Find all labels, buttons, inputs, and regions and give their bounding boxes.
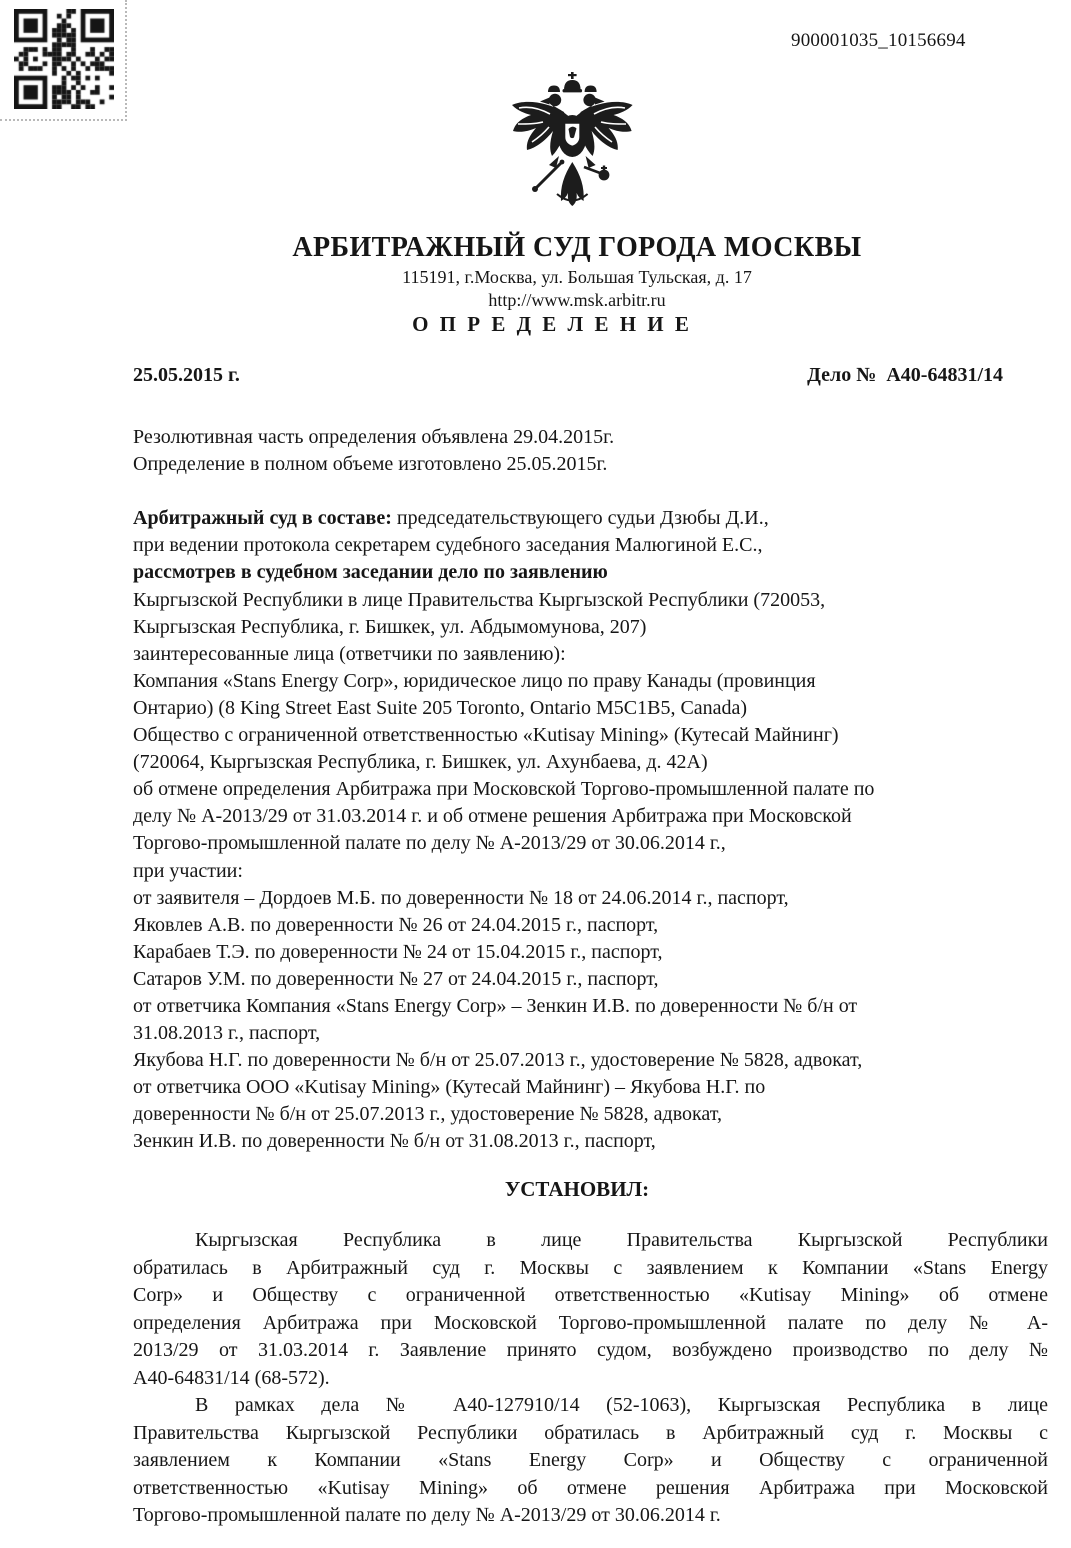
document-line	[133, 722, 1021, 749]
line-text-segment: Яковлев А.В. по доверенности № 26 от 24.04.2015 г., паспорт,	[133, 913, 659, 936]
court-name: АРБИТРАЖНЫЙ СУД ГОРОДА МОСКВЫ	[292, 232, 862, 263]
line-text-segment: Торгово-промышленной палате по делу № А-2013/29 от 30.06.2014 г.,	[133, 832, 726, 855]
date-case-row	[133, 364, 1003, 387]
document-line	[133, 641, 1021, 668]
document-line	[133, 587, 1021, 614]
line-text-segment: Компания «Stans Energy Corp», юридическое лицо по праву Канады (провинция	[133, 669, 816, 692]
document-line: А40-64831/14 (68-572).	[133, 1366, 330, 1389]
document-line: Правительства Кыргызской Республики обратилась в Арбитражный суд г. Москвы с	[133, 1421, 1048, 1444]
document-line	[133, 1074, 1021, 1101]
document-line	[133, 749, 1021, 776]
document-line	[133, 424, 1021, 451]
line-bold-segment: рассмотрев в судебном заседании дело по заявлению	[133, 561, 608, 584]
line-text-segment: (720064, Кыргызская Республика, г. Бишкек, ул. Ахунбаева, д. 42А)	[133, 751, 708, 774]
line-text-segment: при участии:	[133, 859, 243, 882]
line-text-segment: председательствующего судьи Дзюбы Д.И.,	[391, 507, 769, 530]
line-text-segment: Сатаров У.М. по доверенности № 27 от 24.04.2015 г., паспорт,	[133, 967, 659, 990]
line-text-segment: при ведении протокола секретарем судебного заседания Малюгиной Е.С.,	[133, 534, 763, 557]
line-text-segment: доверенности № б/н от 25.07.2013 г., удостоверение № 5828, адвокат,	[133, 1103, 723, 1126]
document-line	[133, 858, 1021, 885]
document-line: Corp» и Обществу с ограниченной ответственностью «Kutisay Mining» об отмене	[133, 1284, 1048, 1306]
document-line	[133, 532, 1021, 559]
document-line	[133, 451, 1021, 478]
paragraph-2	[133, 1392, 1048, 1530]
document-line	[133, 668, 1021, 695]
document-line	[133, 505, 1021, 532]
line-text-segment: Кыргызская Республика, г. Бишкек, ул. Абдымомунова, 207)	[133, 615, 647, 638]
line-text-segment: делу № А-2013/29 от 31.03.2014 г. и об отмене решения Арбитража при Московской	[133, 805, 852, 828]
document-id: 900001035_10156694	[791, 30, 966, 51]
document-line	[133, 614, 1021, 641]
document-line: В рамках дела № А40-127910/14 (52-1063), Кыргызская Республика в лице	[195, 1394, 1048, 1416]
document-line: определения Арбитража при Московской Торгово-промышленной палате по делу № А-	[133, 1311, 1048, 1334]
line-text-segment: Кыргызской Республики в лице Правительства Кыргызской Республики (720053,	[133, 588, 826, 611]
document-line	[133, 1047, 1021, 1074]
qr-code-icon	[14, 9, 114, 109]
line-text-segment: заинтересованные лица (ответчики по заявлению):	[133, 642, 566, 665]
document-line: 2013/29 от 31.03.2014 г. Заявление принято судом, возбуждено производство по делу №	[133, 1339, 1048, 1361]
line-text-segment: от заявителя – Дордоев М.Б. по доверенности № 18 от 24.06.2014 г., паспорт,	[133, 886, 789, 909]
document-line	[133, 1020, 1021, 1047]
line-bold-segment: Арбитражный суд в составе:	[133, 507, 392, 530]
document-type-title: О П Р Е Д Е Л Е Н И Е	[412, 312, 692, 336]
document-line	[133, 776, 1021, 803]
decision-date: 25.05.2015 г.	[133, 364, 240, 386]
line-text-segment: Карабаев Т.Э. по доверенности № 24 от 15.04.2015 г., паспорт,	[133, 940, 663, 963]
document-line	[133, 695, 1021, 722]
line-text-segment: 31.08.2013 г., паспорт,	[133, 1022, 321, 1045]
document-line	[133, 803, 1021, 830]
document-line: Кыргызская Республика в лице Правительства Кыргызской Республики	[195, 1229, 1048, 1251]
document-line: ответственностью «Kutisay Mining» об отмене решения Арбитража при Московской	[133, 1476, 1048, 1499]
document-line	[133, 559, 1021, 586]
established-body	[133, 1227, 1048, 1530]
qr-sticker	[0, 0, 127, 121]
document-line	[133, 993, 1021, 1020]
line-text-segment: от ответчика ООО «Kutisay Mining» (Кутесай Майнинг) – Якубова Н.Г. по	[133, 1076, 766, 1099]
preamble	[133, 424, 1021, 1156]
court-address: 115191, г.Москва, ул. Большая Тульская, д. 17	[402, 267, 752, 287]
document-line	[133, 1128, 1021, 1155]
line-text-segment: от ответчика Компания «Stans Energy Corp» – Зенкин И.В. по доверенности № б/н от	[133, 994, 858, 1017]
line-text-segment: Общество с ограниченной ответственностью «Kutisay Mining» (Кутесай Майнинг)	[133, 724, 839, 747]
document-line: обратилась в Арбитражный суд г. Москвы с заявлением к Компании «Stans Energy	[133, 1256, 1048, 1279]
russia-coat-of-arms-icon	[505, 72, 639, 214]
document-line	[133, 912, 1021, 939]
case-number: Дело № А40-64831/14	[807, 364, 1003, 386]
document-line	[133, 939, 1021, 966]
line-text-segment: Определение в полном объеме изготовлено 25.05.2015г.	[133, 453, 608, 476]
established-heading: УСТАНОВИЛ:	[504, 1177, 650, 1201]
document-line	[133, 966, 1021, 993]
document-line	[133, 1101, 1021, 1128]
court-website: http://www.msk.arbitr.ru	[488, 290, 666, 310]
document-line: Торгово-промышленной палате по делу № А-2013/29 от 30.06.2014 г.	[133, 1504, 721, 1526]
line-text-segment: Онтарио) (8 King Street East Suite 205 Toronto, Ontario M5C1B5, Canada)	[133, 696, 748, 719]
paragraph-1	[133, 1227, 1048, 1392]
document-line: заявлением к Компании «Stans Energy Corp» и Обществу с ограниченной	[133, 1449, 1048, 1471]
line-text-segment: об отмене определения Арбитража при Московской Торгово-промышленной палате по	[133, 778, 875, 801]
line-text-segment: Резолютивная часть определения объявлена 29.04.2015г.	[133, 426, 615, 448]
document-line	[133, 885, 1021, 912]
line-text-segment: Зенкин И.В. по доверенности № б/н от 31.08.2013 г., паспорт,	[133, 1130, 656, 1153]
document-line	[133, 830, 1021, 857]
line-text-segment: Якубова Н.Г. по доверенности № б/н от 25.07.2013 г., удостоверение № 5828, адвокат,	[133, 1049, 863, 1072]
